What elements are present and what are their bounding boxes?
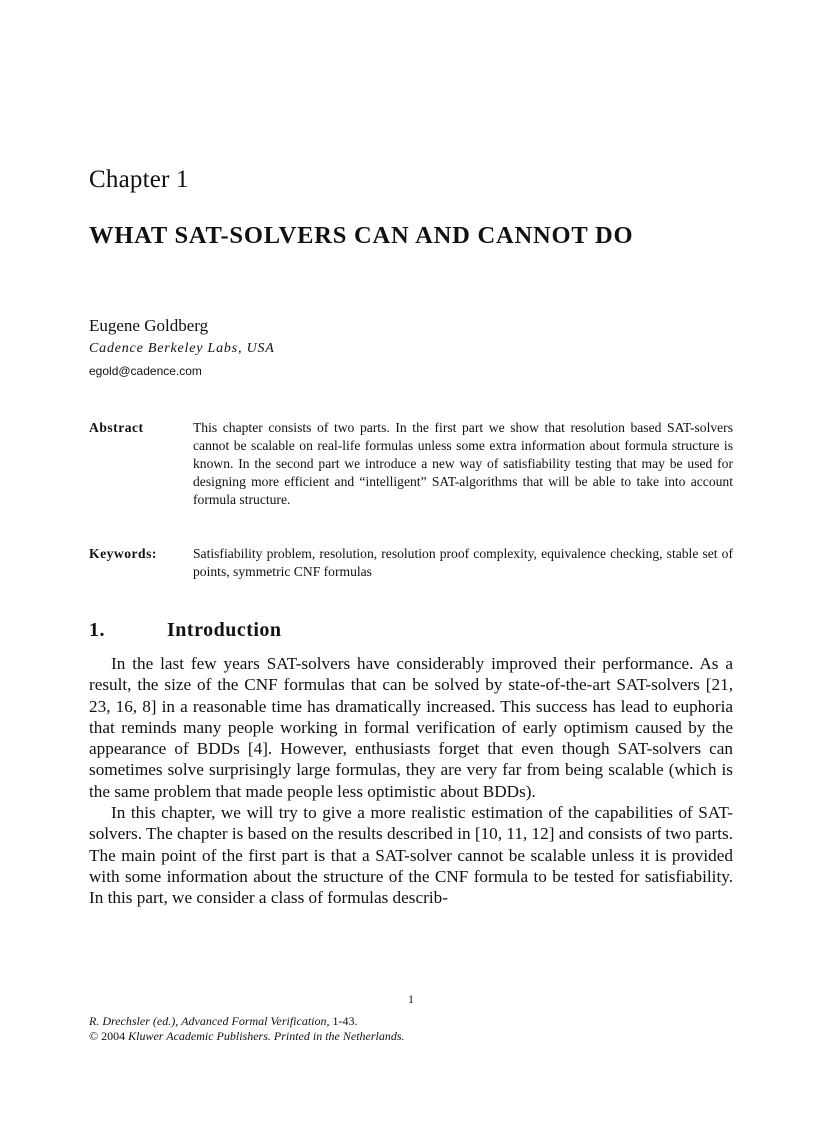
abstract-text: This chapter consists of two parts. In the first part we show that resolution based SAT-solvers cannot be scalable on real-life formulas unless some extra information about formula structure is known. In the second part we introduce a new way of satisfiability testing that may be used for designing more efficient and “intelligent” SAT-algorithms that will be able to take into account formula structure. bbox=[193, 420, 733, 507]
copyright-text: Kluwer Academic Publishers. Printed in the Netherlands. bbox=[128, 1029, 405, 1043]
author-name: Eugene Goldberg bbox=[89, 316, 209, 335]
chapter-label: Chapter 1 bbox=[89, 166, 189, 193]
section-title: Introduction bbox=[167, 619, 282, 641]
section-body bbox=[89, 653, 733, 909]
footer-copyright bbox=[89, 1029, 733, 1044]
copyright-symbol: © bbox=[89, 1029, 99, 1043]
keywords-label: Keywords: bbox=[89, 546, 157, 561]
abstract-label: Abstract bbox=[89, 420, 144, 435]
footer-pages: 1-43. bbox=[332, 1014, 358, 1028]
footer-editor: R. Drechsler (ed.), bbox=[89, 1014, 179, 1028]
author-email: egold@cadence.com bbox=[89, 364, 202, 378]
section-number: 1. bbox=[89, 619, 105, 641]
chapter-title: WHAT SAT-SOLVERS CAN AND CANNOT DO bbox=[89, 222, 634, 249]
page-number: 1 bbox=[408, 992, 414, 1006]
paragraph: In this chapter, we will try to give a more realistic estimation of the capabilities of SAT-solvers. The chapter is based on the results described in [10, 11, 12] and consists of two parts. The main point of the first part is that a SAT-solver cannot be scalable unless it is provided with some information about the structure of the CNF formula to be tested for satisfiability. In this part, we consider a class of formulas describ- bbox=[89, 803, 733, 908]
abstract-block bbox=[89, 419, 733, 509]
author-affiliation: Cadence Berkeley Labs, USA bbox=[89, 341, 275, 356]
paragraph: In the last few years SAT-solvers have considerably improved their performance. As a result, the size of the CNF formulas that can be solved by state-of-the-art SAT-solvers [21, 23, 16, 8] in a reasonable time has dramatically increased. This success has lead to euphoria that reminds many people working in formal verification of early optimism caused by the appearance of BDDs [4]. However, enthusiasts forget that even though SAT-solvers can sometimes solve surprisingly large formulas, they are very far from being scalable (which is the same problem that made people less optimistic about BDDs). bbox=[89, 654, 733, 801]
keywords-text: Satisfiability problem, resolution, resolution proof complexity, equivalence checking, stable set of points, symmetric CNF formulas bbox=[193, 546, 733, 579]
page-footer bbox=[89, 1014, 733, 1044]
paper-page bbox=[89, 0, 733, 1123]
footer-book-title: Advanced Formal Verification, bbox=[181, 1014, 330, 1028]
section-heading bbox=[89, 619, 282, 642]
keywords-block bbox=[89, 545, 733, 581]
copyright-year: 2004 bbox=[101, 1029, 126, 1043]
footer-citation bbox=[89, 1014, 733, 1029]
